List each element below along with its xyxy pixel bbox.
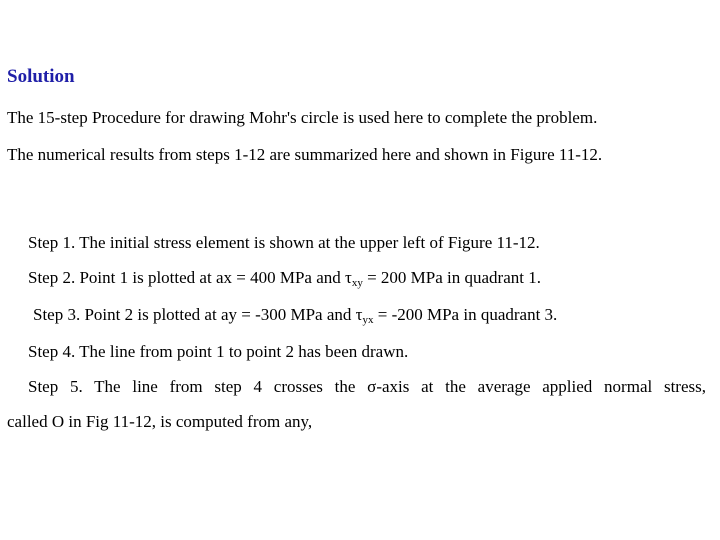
step-3-text-rest: = -200 MPa in quadrant 3.: [373, 305, 558, 324]
step-2-text-main: Step 2. Point 1 is plotted at ax = 400 MPa and τ: [28, 268, 352, 287]
step-5-text: Step 5. The line from step 4 crosses the σ-axis at the average applied normal stress,: [28, 377, 706, 396]
step-5-continuation-text: called O in Fig 11-12, is computed from any,: [7, 412, 313, 431]
step-4-text: Step 4. The line from point 1 to point 2 has been drawn.: [28, 342, 409, 361]
step-2-subscript: xy: [351, 277, 363, 289]
solution-heading: Solution: [7, 66, 75, 87]
step-3-subscript: yx: [362, 314, 374, 326]
intro-paragraph-line-2: The numerical results from steps 1-12 are summarized here and shown in Figure 11-12.: [7, 145, 603, 164]
step-1-text: Step 1. The initial stress element is shown at the upper left of Figure 11-12.: [28, 233, 540, 252]
intro-paragraph-line-1: The 15-step Procedure for drawing Mohr's circle is used here to complete the problem.: [7, 108, 598, 127]
step-2-text-rest: = 200 MPa in quadrant 1.: [362, 268, 541, 287]
step-3-text: [33, 305, 557, 325]
step-3-text-main: Step 3. Point 2 is plotted at ay = -300 MPa and τ: [33, 305, 363, 324]
step-2-text: [28, 268, 541, 288]
